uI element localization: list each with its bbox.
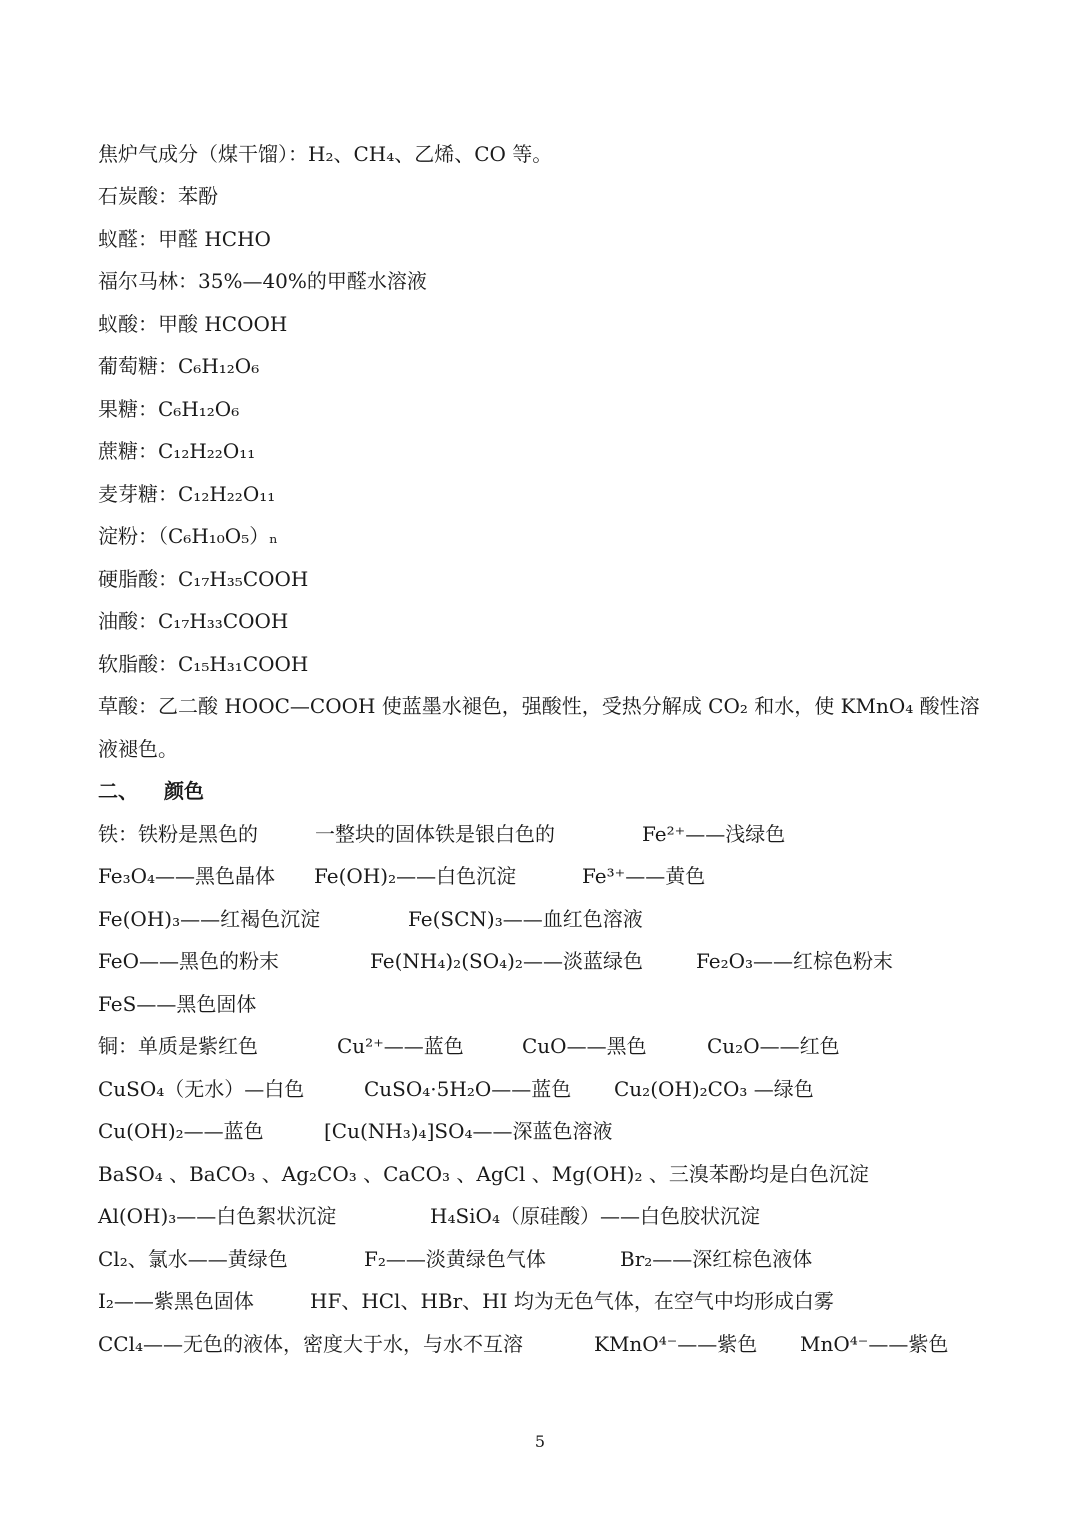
text-segment: 淀粉：（C₆H₁₀O₅）ₙ — [98, 524, 278, 548]
text-segment: Fe(OH)₃——红褐色沉淀 — [98, 907, 321, 931]
text-segment: BaSO₄ 、BaCO₃ 、Ag₂CO₃ 、CaCO₃ 、AgCl 、Mg(OH)₂ 、三溴苯酚均是白色沉淀 — [98, 1162, 869, 1186]
text-segment: 麦芽糖：C₁₂H₂₂O₁₁ — [98, 482, 276, 506]
text-segment: 软脂酸：C₁₅H₃₁COOH — [98, 652, 309, 676]
text-segment: FeS——黑色固体 — [98, 992, 257, 1016]
text-segment: CuSO₄·5H₂O——蓝色 — [364, 1077, 572, 1101]
text-segment: Fe(OH)₂——白色沉淀 — [314, 864, 517, 888]
text-segment: MnO⁴⁻——紫色 — [800, 1332, 949, 1356]
text-segment: 蚁醛：甲醛 HCHO — [98, 227, 271, 251]
text-segment: Cu(OH)₂——蓝色 — [98, 1119, 264, 1143]
page-number: 5 — [534, 1432, 546, 1451]
text-segment: Al(OH)₃——白色絮状沉淀 — [98, 1204, 337, 1228]
text-segment: Fe(SCN)₃——血红色溶液 — [408, 907, 643, 931]
text-segment: 石炭酸：苯酚 — [98, 184, 218, 208]
text-segment: Fe³⁺——黄色 — [582, 864, 706, 888]
text-segment: [Cu(NH₃)₄]SO₄——深蓝色溶液 — [324, 1119, 613, 1143]
text-segment: 铁：铁粉是黑色的 — [98, 822, 258, 846]
text-segment: CuSO₄（无水）—白色 — [98, 1077, 305, 1101]
text-segment: I₂——紫黑色固体 — [98, 1289, 254, 1313]
text-segment: Br₂——深红棕色液体 — [620, 1247, 813, 1271]
text-segment: KMnO⁴⁻——紫色 — [594, 1332, 758, 1356]
text-segment: FeO——黑色的粉末 — [98, 949, 280, 973]
text-segment: 草酸：乙二酸 HOOC—COOH 使蓝墨水褪色，强酸性，受热分解成 CO₂ 和水，使 KMnO₄ 酸性溶 — [98, 694, 980, 718]
text-segment: Fe²⁺——浅绿色 — [642, 822, 786, 846]
text-segment: Cu²⁺——蓝色 — [337, 1034, 464, 1058]
text-segment: Fe₃O₄——黑色晶体 — [98, 864, 276, 888]
text-segment: 果糖：C₆H₁₂O₆ — [98, 397, 240, 421]
text-segment: 液褪色。 — [98, 737, 178, 761]
text-segment: Cu₂O——红色 — [707, 1034, 840, 1058]
text-segment: CCl₄——无色的液体，密度大于水，与水不互溶 — [98, 1332, 524, 1356]
text-segment: Cl₂、氯水——黄绿色 — [98, 1247, 288, 1271]
text-segment: H₄SiO₄（原硅酸）——白色胶状沉淀 — [430, 1204, 760, 1228]
text-segment: F₂——淡黄绿色气体 — [364, 1247, 546, 1271]
text-segment: Cu₂(OH)₂CO₃ —绿色 — [614, 1077, 814, 1101]
text-segment: 一整块的固体铁是银白色的 — [315, 822, 555, 846]
text-segment: 硬脂酸：C₁₇H₃₅COOH — [98, 567, 309, 591]
text-segment: 蔗糖：C₁₂H₂₂O₁₁ — [98, 439, 256, 463]
text-segment: 油酸：C₁₇H₃₃COOH — [98, 609, 289, 633]
section-number: 二、 — [98, 779, 138, 803]
text-segment: 福尔马林：35%—40%的甲醛水溶液 — [98, 269, 427, 293]
text-segment: 葡萄糖：C₆H₁₂O₆ — [98, 354, 260, 378]
text-segment: Fe₂O₃——红棕色粉末 — [696, 949, 894, 973]
text-segment: HF、HCl、HBr、HI 均为无色气体，在空气中均形成白雾 — [310, 1289, 834, 1313]
text-segment: Fe(NH₄)₂(SO₄)₂——淡蓝绿色 — [370, 949, 643, 973]
text-segment: CuO——黑色 — [522, 1034, 647, 1058]
section-title: 颜色 — [164, 779, 204, 803]
text-segment: 蚁酸：甲酸 HCOOH — [98, 312, 288, 336]
text-segment: 铜：单质是紫红色 — [98, 1034, 258, 1058]
text-segment: 焦炉气成分（煤干馏）：H₂、CH₄、乙烯、CO 等。 — [98, 142, 553, 166]
